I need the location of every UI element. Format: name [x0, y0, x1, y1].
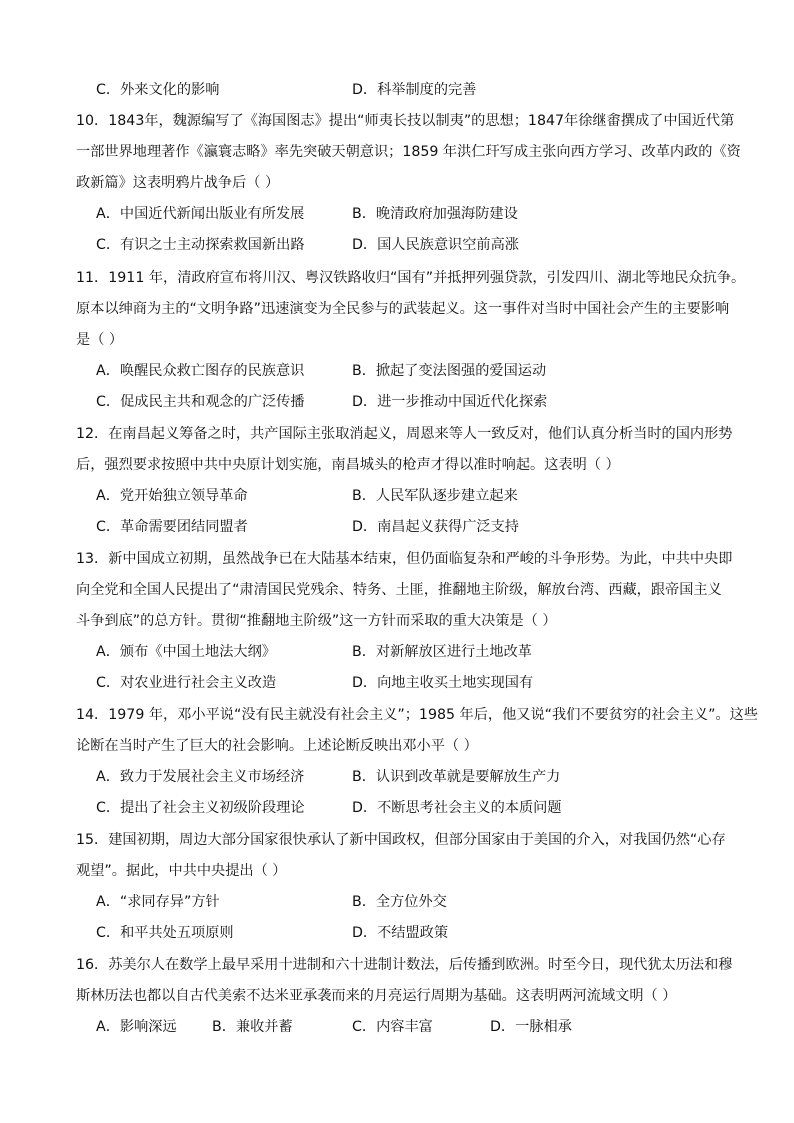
- option-c-q9: C．外来文化的影响: [96, 82, 220, 98]
- question-11-line-1: 11．1911 年，清政府宣布将川汉、粤汉铁路收归“国有”并抵押列强贷款，引发四川、湖北等地民众抗争。: [76, 270, 746, 286]
- question-14-line-2: 论断在当时产生了巨大的社会影响。上述论断反映出邓小平（ ）: [76, 738, 478, 754]
- option-c-q13: C．对农业进行社会主义改造: [96, 675, 277, 691]
- option-b-q10: B．晚清政府加强海防建设: [352, 206, 518, 222]
- question-10-line-1: 10．1843年，魏源编写了《海国图志》提出“师夷长技以制夷”的思想；1847年徐继畬撰成了中国近代第: [76, 113, 735, 129]
- option-a-q15: A．“求同存异”方针: [96, 894, 220, 910]
- option-b-q11: B．掀起了变法图强的爱国运动: [352, 363, 547, 379]
- option-c-q14: C．提出了社会主义初级阶段理论: [96, 800, 305, 816]
- option-c-q12: C．革命需要团结同盟者: [96, 519, 248, 535]
- option-d-q14: D．不断思考社会主义的本质问题: [352, 800, 562, 816]
- question-13-line-1: 13．新中国成立初期，虽然战争已在大陆基本结束，但仍面临复杂和严峻的斗争形势。为此，中共中央即: [76, 551, 733, 567]
- option-c-q11: C．促成民主共和观念的广泛传播: [96, 394, 305, 410]
- option-a-q10: A．中国近代新闻出版业有所发展: [96, 206, 305, 222]
- question-16-line-1: 16．苏美尔人在数学上最早采用十进制和六十进制计数法，后传播到欧洲。时至今日，现代犹太历法和穆: [76, 957, 733, 973]
- option-d-q10: D．国人民族意识空前高涨: [352, 237, 519, 253]
- question-13-line-2: 向全党和全国人民提出了“肃清国民党残余、特务、土匪，推翻地主阶级，解放台湾、西藏，跟帝国主义: [76, 582, 722, 598]
- question-15-line-1: 15．建国初期，周边大部分国家很快承认了新中国政权，但部分国家由于美国的介入，对我国仍然“心存: [76, 832, 726, 848]
- option-a-q12: A．党开始独立领导革命: [96, 488, 248, 504]
- question-10-line-2: 一部世界地理著作《瀛寰志略》率先突破天朝意识；1859 年洪仁玕写成主张向西方学习、改革内政的《资: [76, 144, 741, 160]
- option-d-q12: D．南昌起义获得广泛支持: [352, 519, 519, 535]
- option-a-q14: A．致力于发展社会主义市场经济: [96, 769, 305, 785]
- option-c-q10: C．有识之士主动探索救国新出路: [96, 237, 305, 253]
- option-c-q16: C．内容丰富: [352, 1019, 433, 1035]
- option-b-q14: B．认识到改革就是要解放生产力: [352, 769, 561, 785]
- option-d-q11: D．进一步推动中国近代化探索: [352, 394, 548, 410]
- option-d-q16: D．一脉相承: [490, 1019, 572, 1035]
- question-11-line-2: 原本以绅商为主的“文明争路”迅速演变为全民参与的武装起义。这一事件对当时中国社会产生的主要影响: [76, 301, 730, 317]
- question-10-line-3: 政新篇》这表明鸦片战争后（ ）: [76, 175, 280, 191]
- option-b-q16: B．兼收并蓄: [212, 1019, 293, 1035]
- option-d-q9: D．科举制度的完善: [352, 82, 477, 98]
- question-15-line-2: 观望”。据此，中共中央提出（ ）: [76, 863, 287, 879]
- option-b-q15: B．全方位外交: [352, 894, 447, 910]
- question-12-line-2: 后，强烈要求按照中共中央原计划实施，南昌城头的枪声才得以准时响起。这表明（ ）: [76, 457, 620, 473]
- option-d-q15: D．不结盟政策: [352, 925, 449, 941]
- option-c-q15: C．和平共处五项原则: [96, 925, 234, 941]
- option-d-q13: D．向地主收买土地实现国有: [352, 675, 534, 691]
- question-13-line-3: 斗争到底”的总方针。贯彻“推翻地主阶级”这一方针而采取的重大决策是（ ）: [76, 613, 557, 629]
- question-14-line-1: 14．1979 年，邓小平说“没有民主就没有社会主义”；1985 年后，他又说“我们不要贫穷的社会主义”。这些: [76, 707, 759, 723]
- option-b-q12: B．人民军队逐步建立起来: [352, 488, 518, 504]
- option-a-q11: A．唤醒民众救亡图存的民族意识: [96, 363, 305, 379]
- option-a-q13: A．颁布《中国土地法大纲》: [96, 644, 276, 660]
- question-12-line-1: 12．在南昌起义筹备之时，共产国际主张取消起义，周恩来等人一致反对，他们认真分析当时的国内形势: [76, 426, 733, 442]
- option-b-q13: B．对新解放区进行土地改革: [352, 644, 532, 660]
- question-16-line-2: 斯林历法也都以自古代美索不达米亚承袭而来的月亮运行周期为基础。这表明两河流域文明（ ）: [76, 988, 677, 1004]
- option-a-q16: A．影响深远: [96, 1019, 177, 1035]
- question-11-line-3: 是（ ）: [76, 332, 124, 348]
